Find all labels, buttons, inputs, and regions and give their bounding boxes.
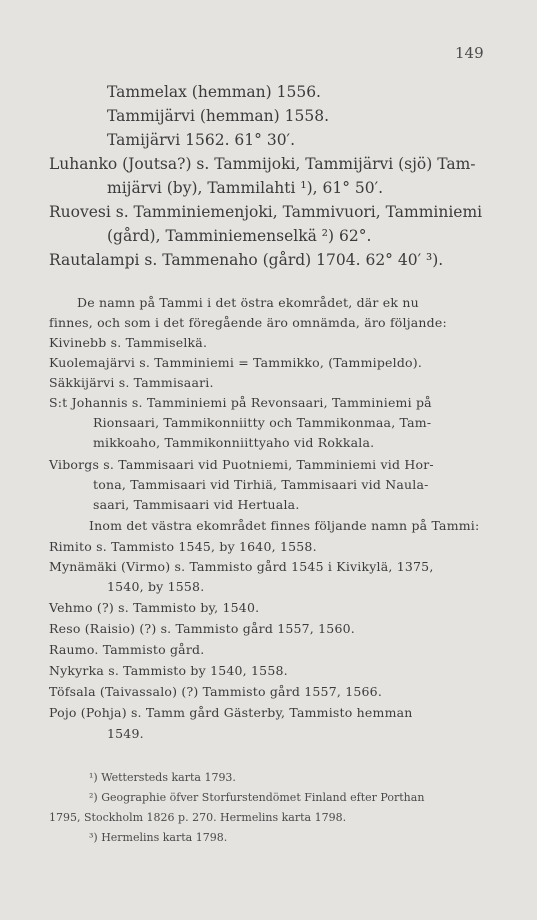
paragraph-line: Rimito s. Tammisto 1545, by 1640, 1558. xyxy=(49,539,317,554)
paragraph-line: saari, Tammisaari vid Hertuala. xyxy=(93,497,300,512)
paragraph-line: 1549. xyxy=(107,726,144,741)
paragraph-line: Kuolemajärvi s. Tamminiemi = Tammikko, (Tammipeldo). xyxy=(49,355,422,370)
paragraph-line: Töfsala (Taivassalo) (?) Tammisto gård 1557, 1566. xyxy=(49,684,382,699)
footnote: ¹) Wettersteds karta 1793. xyxy=(89,771,236,784)
footnote: ²) Geographie öfver Storfurstendömet Finland efter Porthan xyxy=(89,791,425,804)
paragraph-line: Viborgs s. Tammisaari vid Puotniemi, Tamminiemi vid Hor- xyxy=(49,457,434,472)
page-number: 149 xyxy=(455,44,484,62)
paragraph-line: Nykyrka s. Tammisto by 1540, 1558. xyxy=(49,663,288,678)
paragraph-line: Raumo. Tammisto gård. xyxy=(49,642,205,657)
entry-line: Tammijärvi (hemman) 1558. xyxy=(107,107,329,125)
paragraph-line: Reso (Raisio) (?) s. Tammisto gård 1557, 1560. xyxy=(49,621,355,636)
paragraph-line: S:t Johannis s. Tamminiemi på Revonsaari, Tamminiemi på xyxy=(49,395,432,410)
footnote: 1795, Stockholm 1826 p. 270. Hermelins karta 1798. xyxy=(49,811,347,824)
paragraph-line: Kivinebb s. Tammiselkä. xyxy=(49,335,208,350)
paragraph-line: De namn på Tammi i det östra ekområdet, där ek nu xyxy=(77,295,419,310)
paragraph-line: Vehmo (?) s. Tammisto by, 1540. xyxy=(49,600,260,615)
entry-line: (gård), Tamminiemenselkä ²) 62°. xyxy=(107,227,372,245)
paragraph-line: Inom det västra ekområdet finnes följande namn på Tammi: xyxy=(89,518,480,533)
paragraph-line: Pojo (Pohja) s. Tamm gård Gästerby, Tammisto hemman xyxy=(49,705,413,720)
entry-line: Luhanko (Joutsa?) s. Tammijoki, Tammijärvi (sjö) Tam- xyxy=(49,155,476,173)
paragraph-line: Rionsaari, Tammikonniitty och Tammikonmaa, Tam- xyxy=(93,415,432,430)
footnote: ³) Hermelins karta 1798. xyxy=(89,831,228,844)
entry-line: Rautalampi s. Tammenaho (gård) 1704. 62° 40′ ³). xyxy=(49,251,444,269)
entry-line: Tamijärvi 1562. 61° 30′. xyxy=(107,131,295,149)
paragraph-line: finnes, och som i det föregående äro omnämda, äro följande: xyxy=(49,315,447,330)
paragraph-line: 1540, by 1558. xyxy=(107,579,205,594)
entry-line: Tammelax (hemman) 1556. xyxy=(107,83,321,101)
entry-line: mijärvi (by), Tammilahti ¹), 61° 50′. xyxy=(107,179,384,197)
paragraph-line: mikkoaho, Tammikonniittyaho vid Rokkala. xyxy=(93,435,375,450)
paragraph-line: tona, Tammisaari vid Tirhiä, Tammisaari vid Naula- xyxy=(93,477,429,492)
paragraph-line: Mynämäki (Virmo) s. Tammisto gård 1545 i Kivikylä, 1375, xyxy=(49,559,434,574)
paragraph-line: Säkkijärvi s. Tammisaari. xyxy=(49,375,214,390)
entry-line: Ruovesi s. Tamminiemenjoki, Tammivuori, Tamminiemi xyxy=(49,203,483,221)
